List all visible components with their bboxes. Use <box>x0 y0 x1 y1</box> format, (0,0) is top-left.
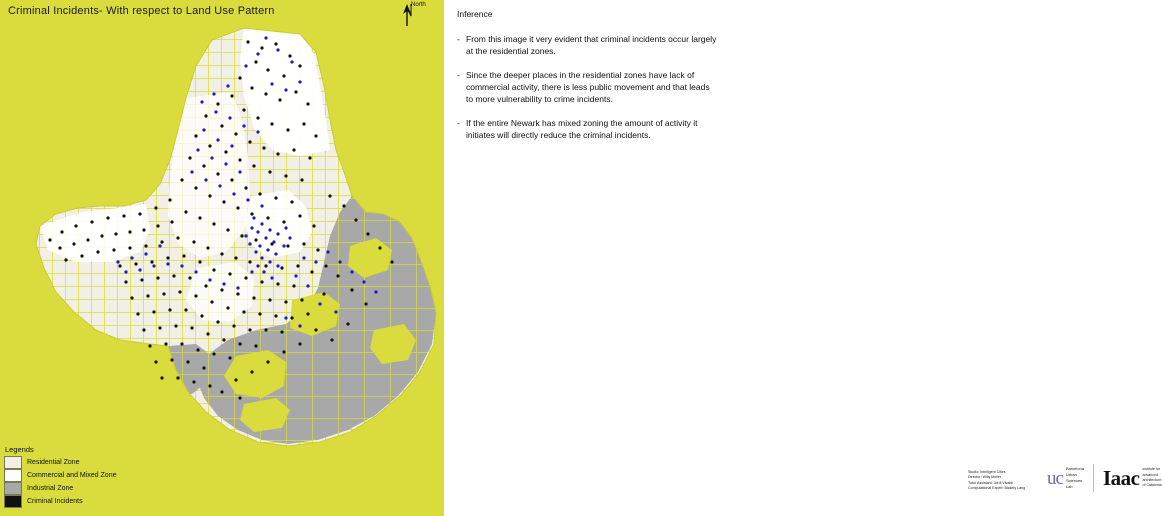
bullet-text: From this image it very evident that criminal incidents occur largely at the residential zones. <box>466 34 717 57</box>
credit-line: Studio: Intelligent Cities <box>968 470 1006 474</box>
uic-logo-line: Sciences <box>1065 478 1083 483</box>
list-item <box>457 117 719 142</box>
map-title: Criminal Incidents- With respect to Land Use Pattern <box>8 5 275 17</box>
iaac-logo <box>1103 467 1162 489</box>
iaac-logo-words <box>1142 467 1161 489</box>
bullet-marker: - <box>457 69 460 80</box>
north-arrow <box>398 2 438 28</box>
credit-line: Tutor Assistant: Jordi Vivaldi <box>968 480 1013 485</box>
map-panel <box>0 0 444 516</box>
legend-label-commercial: Commercial and Mixed Zone <box>27 471 117 479</box>
bullet-text: Since the deeper places in the residential zones have lack of commercial activity, there is less public movement and that leads to more vulnerability to crime incidents. <box>466 69 710 105</box>
legend-swatch-criminal-incidents <box>4 495 22 508</box>
legend-title: Legends <box>5 445 34 454</box>
iaac-logo-line: advanced <box>1142 472 1159 477</box>
uic-logo-line: Lab <box>1065 483 1073 489</box>
credit-line: Director: Willy Muller <box>968 475 1001 480</box>
legend-item-industrial[interactable] <box>4 482 152 494</box>
legend-swatch-commercial <box>4 469 22 482</box>
uic-logo-line: Urban <box>1065 472 1077 478</box>
bullet-marker: - <box>457 34 460 44</box>
credits-block <box>968 470 1048 492</box>
legend-item-residential[interactable] <box>4 456 152 468</box>
iaac-logo-line: architecture <box>1142 478 1162 482</box>
legend-item-commercial[interactable] <box>4 469 152 481</box>
iaac-logo-line: institute for <box>1142 467 1161 472</box>
logo-divider <box>1093 464 1094 492</box>
list-item <box>457 33 719 58</box>
bullet-marker: - <box>457 117 460 128</box>
inference-bullet-list <box>457 33 719 152</box>
uic-logo-line: Barcelona <box>1065 466 1084 472</box>
inference-title: Inference <box>457 9 493 19</box>
north-arrow-label: North <box>411 2 426 8</box>
uic-logo <box>1047 466 1084 489</box>
map-legend <box>4 445 152 508</box>
legend-label-industrial: Industrial Zone <box>27 484 74 492</box>
legend-swatch-industrial <box>4 482 22 495</box>
uic-logo-mark: uс <box>1047 467 1063 489</box>
legend-item-criminal-incidents[interactable] <box>4 495 152 507</box>
logo-strip <box>1047 461 1162 495</box>
map-zones <box>30 20 450 516</box>
uic-logo-words <box>1066 466 1084 489</box>
inference-panel <box>444 0 1162 516</box>
iaac-logo-line: of Catalonia <box>1142 483 1162 488</box>
credit-line: Computational Expert: Blakely Lang <box>968 486 1026 491</box>
legend-swatch-residential <box>4 456 22 469</box>
land-use-map[interactable] <box>0 0 444 516</box>
legend-label-criminal-incidents: Criminal Incidents <box>27 497 83 505</box>
bullet-text: If the entire Newark has mixed zoning the amount of activity it initiates will directly reduce the criminal incidents. <box>466 117 698 140</box>
list-item <box>457 69 719 106</box>
iaac-logo-mark: Iaac <box>1102 465 1140 490</box>
legend-label-residential: Residential Zone <box>27 458 80 466</box>
